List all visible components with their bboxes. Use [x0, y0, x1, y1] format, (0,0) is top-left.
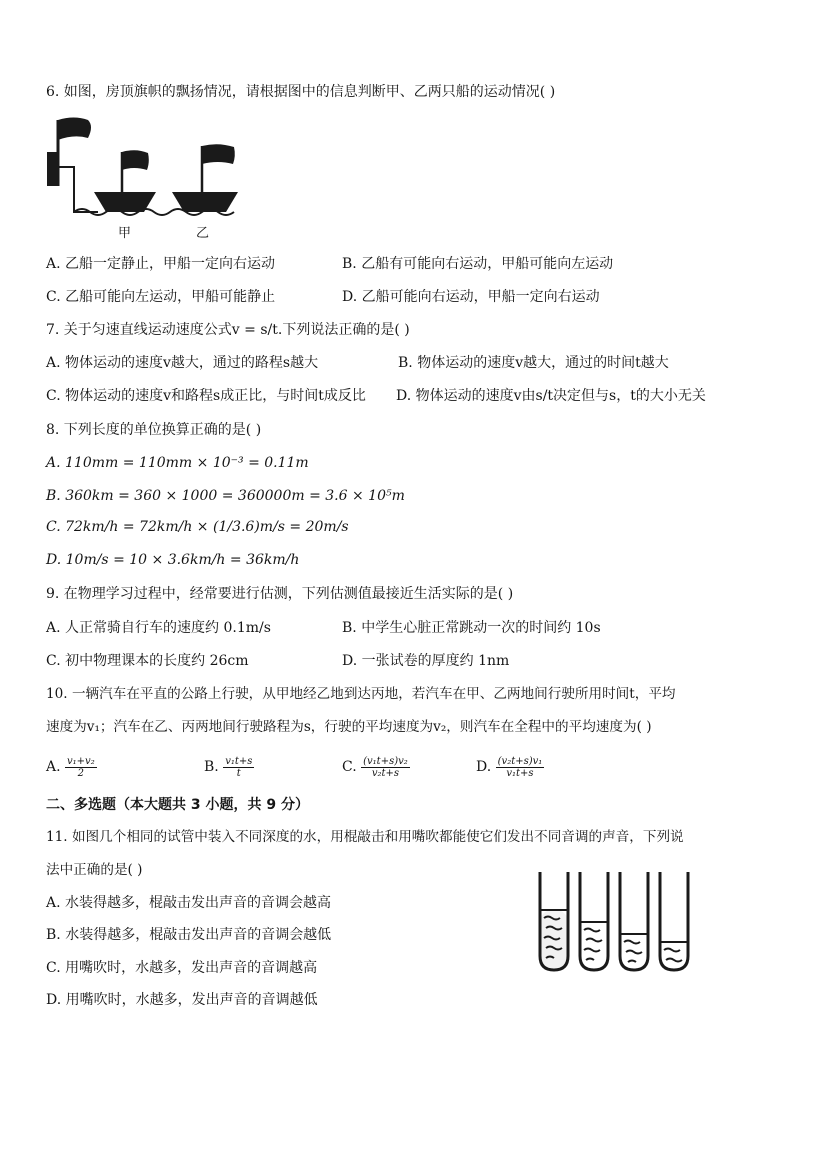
test-tubes-figure [530, 866, 700, 976]
question-6-stem: 6. 如图，房顶旗帜的飘扬情况，请根据图中的信息判断甲、乙两只船的运动情况( ) [46, 84, 556, 100]
q9-option-d: D. 一张试卷的厚度约 1nm [342, 653, 510, 669]
q6-option-a: A. 乙船一定静止，甲船一定向右运动 [46, 256, 276, 272]
q11-option-d: D. 用嘴吹时，水越多，发出声音的音调越低 [46, 992, 318, 1008]
q10-option-d-label: D. [476, 759, 492, 775]
q11-option-c: C. 用嘴吹时，水越多，发出声音的音调越高 [46, 960, 318, 976]
q9-option-a: A. 人正常骑自行车的速度约 0.1m/s [46, 620, 271, 636]
q6-option-c: C. 乙船可能向左运动，甲船可能静止 [46, 289, 276, 305]
q10-option-b-numerator: v₁t+s [225, 755, 253, 767]
q10-option-a [46, 750, 97, 784]
test-tube-3 [620, 872, 648, 970]
q11-option-a: A. 水装得越多，棍敲击发出声音的音调会越高 [46, 895, 332, 911]
q10-option-a-numerator: v₁+v₂ [67, 755, 95, 767]
q10-option-a-fraction [65, 756, 97, 779]
q10-option-b [204, 750, 254, 784]
q9-option-b: B. 中学生心脏正常跳动一次的时间约 10s [342, 620, 601, 636]
q10-option-c-numerator: (v₁t+s)v₂ [363, 755, 408, 767]
q7-option-c: C. 物体运动的速度v和路程s成正比，与时间t成反比 [46, 388, 366, 404]
q10-option-d-fraction [496, 756, 545, 779]
q8-option-a: A. 110mm = 110mm × 10⁻³ = 0.11m [46, 455, 309, 471]
q10-option-a-label: A. [46, 759, 61, 775]
q11-option-b: B. 水装得越多，棍敲击发出声音的音调会越低 [46, 927, 332, 943]
question-10-stem-line2: 速度为v₁；汽车在乙、丙两地间行驶路程为s，行驶的平均速度为v₂，则汽车在全程中的平均速度为( ) [46, 719, 652, 735]
question-10-stem-line1: 10. 一辆汽车在平直的公路上行驶，从甲地经乙地到达丙地，若汽车在甲、乙两地间行驶所用时间t，平均 [46, 686, 676, 702]
q8-option-b: B. 360km = 360 × 1000 = 360000m = 3.6 × 10⁵m [46, 488, 405, 504]
boat-label-jia: 甲 [118, 226, 132, 241]
question-8-stem: 8. 下列长度的单位换算正确的是( ) [46, 422, 262, 438]
q8-option-c: C. 72km/h = 72km/h × (1/3.6)m/s = 20m/s [46, 519, 349, 535]
question-11-stem-line2: 法中正确的是( ) [46, 862, 143, 878]
q10-option-a-denominator: 2 [77, 767, 85, 779]
question-7-stem: 7. 关于匀速直线运动速度公式v = s/t.下列说法正确的是( ) [46, 322, 410, 338]
q6-option-d: D. 乙船可能向右运动，甲船一定向右运动 [342, 289, 600, 305]
q10-option-b-denominator: t [236, 767, 241, 779]
q10-option-c-fraction [361, 756, 410, 779]
test-tube-2 [580, 872, 608, 970]
q7-option-a: A. 物体运动的速度v越大，通过的路程s越大 [46, 355, 319, 371]
q10-option-b-fraction [223, 756, 254, 779]
q10-option-d-denominator: v₁t+s [506, 767, 534, 779]
q9-option-c: C. 初中物理课本的长度约 26cm [46, 653, 249, 669]
q10-option-b-label: B. [204, 759, 219, 775]
test-tube-1 [540, 872, 568, 970]
q6-option-b: B. 乙船有可能向右运动，甲船可能向左运动 [342, 256, 614, 272]
q7-option-b: B. 物体运动的速度v越大，通过的时间t越大 [398, 355, 669, 371]
question-9-stem: 9. 在物理学习过程中，经常要进行估测，下列估测值最接近生活实际的是( ) [46, 586, 514, 602]
question-11-stem-line1: 11. 如图几个相同的试管中装入不同深度的水，用棍敲击和用嘴吹都能使它们发出不同音调的声音，下列说 [46, 829, 684, 845]
q10-option-d-numerator: (v₂t+s)v₁ [497, 755, 543, 767]
q10-option-c-label: C. [342, 759, 357, 775]
test-tube-4 [660, 872, 688, 970]
q10-option-c [342, 750, 410, 784]
section-2-title: 二、多选题（本大题共 3 小题，共 9 分） [46, 797, 309, 813]
flags-boats-figure [44, 112, 244, 240]
q10-option-d [476, 750, 544, 784]
q7-option-d: D. 物体运动的速度v由s/t决定但与s，t的大小无关 [396, 388, 706, 404]
boat-label-yi: 乙 [196, 226, 210, 241]
q8-option-d: D. 10m/s = 10 × 3.6km/h = 36km/h [46, 552, 300, 568]
q10-option-c-denominator: v₂t+s [371, 767, 400, 779]
